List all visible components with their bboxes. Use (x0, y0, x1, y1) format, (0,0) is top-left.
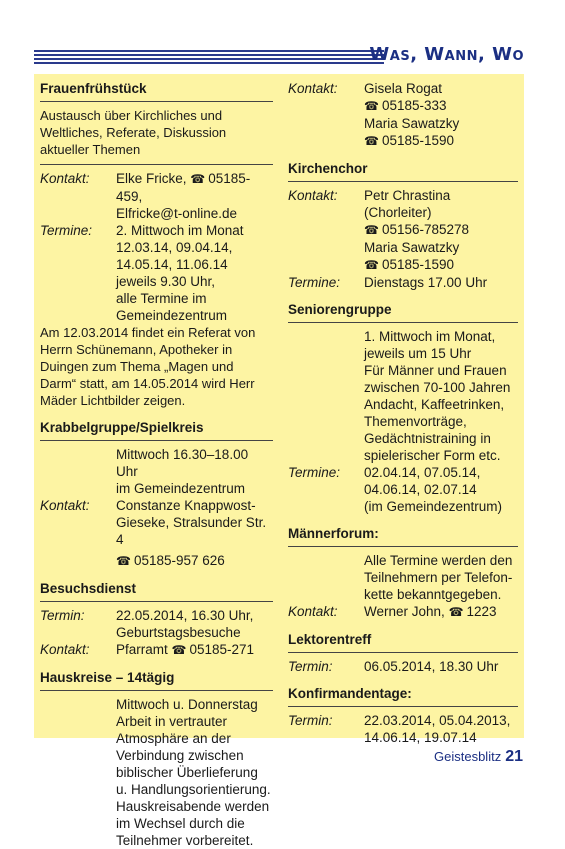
section-title: Männerforum: (288, 526, 379, 541)
date-value: 06.05.2014, 18.30 Uhr (364, 659, 499, 674)
divider (40, 440, 273, 441)
dates-line: 12.03.14, 09.04.14, (116, 240, 233, 255)
contact-label: Kontakt: (288, 188, 338, 203)
contact-name: Constanze Knappwost- (116, 498, 256, 513)
page-footer (434, 748, 523, 766)
page-header (34, 44, 524, 74)
event-note: Am 12.03.2014 findet ein Referat von Herrn Schünemann, Apotheker in Duingen zum Thema „Magen und Darm“ statt, am 14.05.2014 wird Herr Mäder Lichtbilder zeigen. (40, 325, 256, 408)
date-label: Termin: (288, 659, 333, 674)
date-row (288, 712, 518, 746)
section-krabbelgruppe (40, 419, 273, 570)
divider (40, 101, 273, 102)
phone-line (116, 552, 273, 570)
divider (288, 652, 518, 653)
contact-name: Petr Chrastina (364, 188, 451, 203)
phone-icon: ☎ (171, 643, 187, 657)
contact-name: Werner John, (364, 604, 445, 619)
section-title: Lektorentreff (288, 632, 372, 647)
divider (40, 601, 273, 602)
section-hauskreise (40, 669, 273, 849)
contact-phone: 05185-459, (116, 171, 251, 204)
contact-row (40, 497, 273, 548)
phone-icon: ☎ (116, 554, 131, 568)
contact-row (288, 80, 518, 150)
dates-label: Termine: (40, 223, 93, 238)
section-besuchsdienst (40, 580, 273, 659)
date-label: Termin: (288, 713, 333, 728)
contact-row (40, 170, 273, 222)
place-line: im Gemeindezentrum (116, 481, 246, 496)
divider (40, 690, 273, 691)
dates-line: 02.04.14, 07.05.14, (364, 465, 481, 480)
body-line: Mittwoch u. Donnerstag (116, 697, 258, 712)
dates-label: Termine: (288, 275, 341, 290)
date-line: 14.06.14, 19.07.14 (364, 730, 477, 745)
contact-name: Maria Sawatzky (364, 116, 460, 131)
contact-label: Kontakt: (40, 498, 90, 513)
section-title: Seniorengruppe (288, 302, 392, 317)
contact-phone: 05185-1590 (381, 257, 455, 272)
date-row (288, 658, 518, 675)
body-line: 1. Mittwoch im Monat, (364, 329, 496, 344)
dates-row (288, 464, 518, 515)
body-line: Arbeit in vertrauter (116, 714, 228, 729)
body-line: Verbindung zwischen (116, 748, 244, 763)
contact-row (40, 641, 273, 659)
dates-line: 14.05.14, 11.06.14 (116, 257, 228, 272)
phone-icon: ☎ (364, 223, 379, 237)
body-line: Teilnehmer vorbereitet. (116, 833, 254, 848)
contact-phone: 05185-333 (381, 98, 447, 113)
contact-row (288, 603, 518, 621)
date-line: 22.05.2014, 16.30 Uhr, (116, 608, 254, 623)
section-title: Krabbelgruppe/Spielkreis (40, 420, 204, 435)
contact-email[interactable]: Elfricke@t-online.de (116, 206, 238, 221)
contact-phone: 1223 (466, 604, 497, 619)
section-title: Besuchsdienst (40, 581, 137, 596)
body-line: Gedächtnistraining in (364, 431, 491, 446)
phone-icon: ☎ (190, 172, 206, 186)
dates-line: jeweils 9.30 Uhr, (116, 274, 216, 289)
section-konfirmandentage (288, 685, 518, 746)
phone-icon: ☎ (364, 99, 379, 113)
body-line: zwischen 70-100 Jahren (364, 380, 511, 395)
contact-address: Gieseke, Stralsunder Str. 4 (116, 515, 267, 547)
page-number: 21 (505, 748, 523, 765)
contact-name: Elke Fricke, (116, 171, 187, 186)
phone-icon: ☎ (448, 605, 464, 619)
body-line: kette bekanntgegeben. (364, 587, 502, 602)
dates-label: Termine: (288, 465, 341, 480)
dates-line: (im Gemeindezentrum) (364, 499, 503, 514)
phone-icon: ☎ (364, 258, 379, 272)
contact-row (288, 187, 518, 274)
contact-label: Kontakt: (288, 604, 338, 619)
dates-line: Gemeindezentrum (116, 308, 228, 323)
divider (288, 181, 518, 182)
body-line: Hauskreisabende werden (116, 799, 270, 814)
dates-line: alle Termine im (116, 291, 207, 306)
body-line: u. Handlungsorientierung. (116, 782, 271, 797)
contact-phone: 05156-785278 (381, 222, 470, 237)
section-title: Kirchenchor (288, 161, 368, 176)
contact-phone: 05185-271 (189, 642, 255, 657)
body-line: Teilnehmern per Telefon- (364, 570, 513, 585)
contact-role: (Chorleiter) (364, 205, 432, 220)
header-stripes (34, 50, 384, 64)
divider (288, 322, 518, 323)
body-line: spielerischer Form etc. (364, 448, 501, 463)
body-line: Atmosphäre an der (116, 731, 231, 746)
section-kirchenchor (288, 160, 518, 291)
body-line: Themenvorträge, (364, 414, 467, 429)
contact-name: Maria Sawatzky (364, 240, 460, 255)
contact-phone: 05185-1590 (381, 133, 455, 148)
right-column (282, 74, 524, 746)
dates-line: 04.06.14, 02.07.14 (364, 482, 477, 497)
section-title: Frauenfrühstück (40, 81, 147, 96)
section-lektorentreff (288, 631, 518, 675)
date-line: Geburtstagsbesuche (116, 625, 241, 640)
section-seniorengruppe (288, 301, 518, 515)
body-line: im Wechsel durch die (116, 816, 245, 831)
section-maennerforum (288, 525, 518, 621)
body-line: biblischer Überlieferung (116, 765, 258, 780)
date-line: 22.03.2014, 05.04.2013, (364, 713, 511, 728)
divider (40, 164, 273, 165)
contact-name: Gisela Rogat (364, 81, 443, 96)
divider (288, 706, 518, 707)
dates-line: 2. Mittwoch im Monat (116, 223, 244, 238)
dates-row (40, 222, 273, 324)
date-row (40, 607, 273, 641)
section-frauenfruehstueck (40, 80, 273, 409)
section-title: Konfirmandentage: (288, 686, 412, 701)
section-frauenfruehstueck-contact (288, 80, 518, 150)
body-line: Alle Termine werden den (364, 553, 513, 568)
contact-name: Pfarramt (116, 642, 168, 657)
time-line: Mittwoch 16.30–18.00 Uhr (116, 447, 249, 479)
left-column (34, 74, 279, 849)
contact-phone: 05185-957 626 (133, 553, 225, 568)
contact-label: Kontakt: (288, 81, 338, 96)
description: Austausch über Kirchliches und Weltliches, Referate, Diskussion aktueller Themen (40, 108, 227, 157)
body-line: Andacht, Kaffeetrinken, (364, 397, 505, 412)
page-title: Was, Wann, Wo (369, 44, 524, 65)
dates-value: Dienstags 17.00 Uhr (364, 275, 488, 290)
section-title: Hauskreise – 14tägig (40, 670, 175, 685)
dates-row (288, 274, 518, 291)
date-label: Termin: (40, 608, 85, 623)
body-line: Für Männer und Frauen (364, 363, 507, 378)
magazine-name: Geistesblitz (434, 749, 502, 764)
phone-icon: ☎ (364, 134, 379, 148)
divider (288, 546, 518, 547)
body-line: jeweils um 15 Uhr (364, 346, 472, 361)
contact-label: Kontakt: (40, 171, 90, 186)
contact-label: Kontakt: (40, 642, 90, 657)
